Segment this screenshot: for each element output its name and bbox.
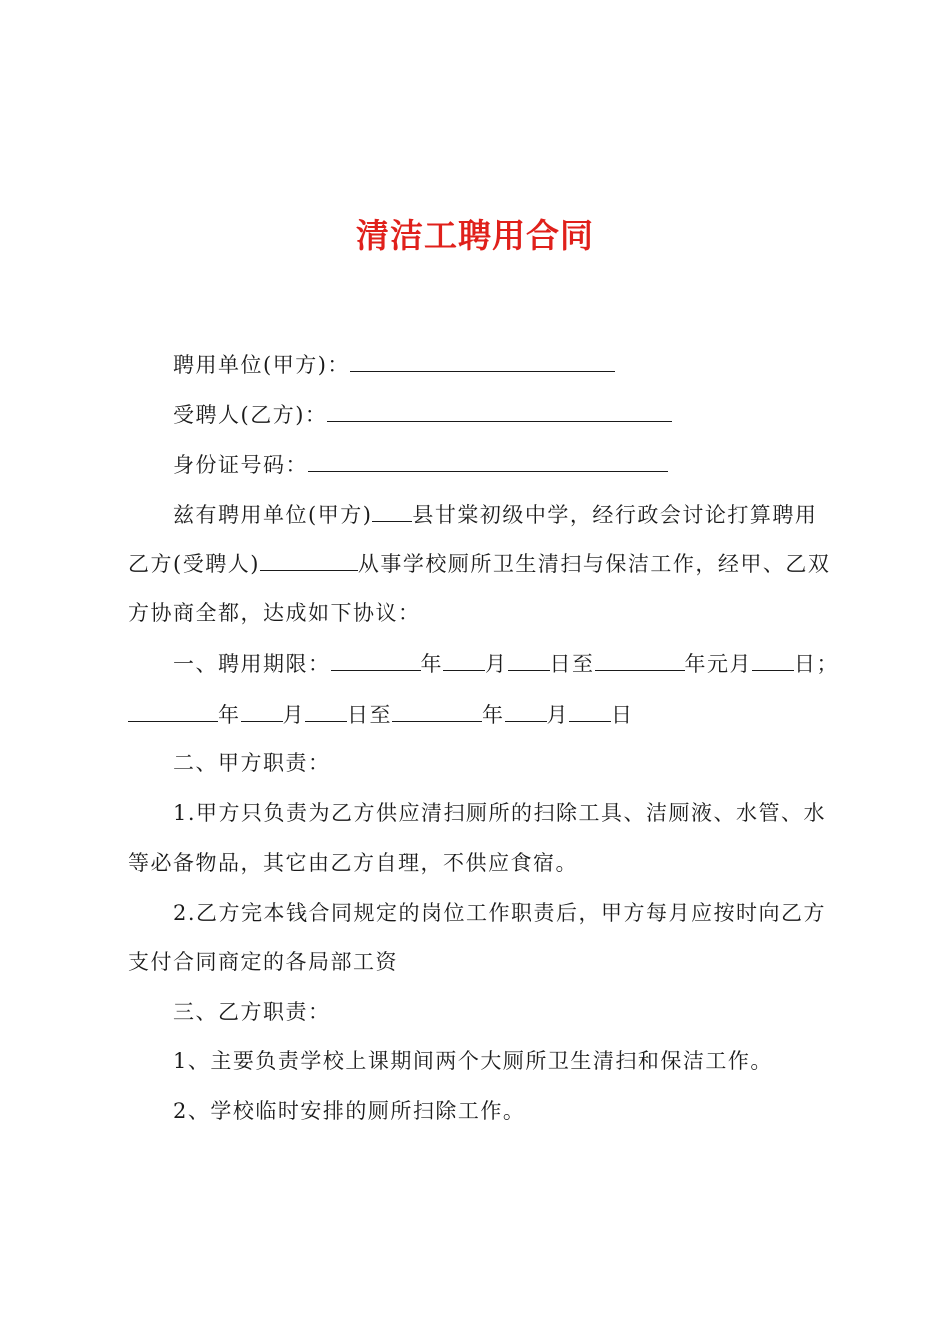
party-a-item-1-line-1: 1.甲方只负责为乙方供应清扫厕所的扫除工具、洁厕液、水管、水 [173, 801, 827, 825]
term-line-1 [128, 649, 877, 679]
intro-text: 兹有聘用单位(甲方) [173, 503, 373, 527]
party-b-heading: 三、乙方职责： [173, 1000, 331, 1024]
id-number-label: 身份证号码： [173, 453, 308, 477]
employee-blank [327, 401, 672, 422]
day-to-label: 日至 [549, 652, 595, 676]
party-a-heading: 二、甲方职责： [173, 751, 331, 775]
month-label: 月 [546, 703, 569, 727]
month-blank [505, 701, 547, 722]
day-blank [305, 701, 347, 722]
employer-blank [350, 351, 615, 372]
month-blank [241, 701, 283, 722]
year-blank [392, 701, 482, 722]
year-label: 年 [420, 652, 443, 676]
month-label: 月 [485, 652, 508, 676]
party-b-item-1: 1、主要负责学校上课期间两个大厕所卫生清扫和保洁工作。 [173, 1049, 773, 1073]
employer-label: 聘用单位(甲方)： [173, 353, 350, 377]
year-blank [128, 701, 218, 722]
day-label: 日； [794, 652, 839, 676]
year-label: 年 [218, 703, 241, 727]
id-number-blank [308, 451, 668, 472]
start-month-blank [443, 650, 485, 671]
party-b-item-2: 2、学校临时安排的厕所扫除工作。 [173, 1099, 526, 1123]
document-title: 清洁工聘用合同 [356, 216, 594, 255]
intro-text: 从事学校厕所卫生清扫与保洁工作，经甲、乙双 [357, 552, 831, 576]
day-label: 日 [611, 703, 634, 727]
id-number-field [128, 450, 877, 480]
school-county-blank [372, 501, 412, 522]
day-blank [569, 701, 611, 722]
year-label: 年 [482, 703, 505, 727]
intro-line-3: 方协商全都，达成如下协议： [128, 601, 421, 625]
employee-field [128, 400, 877, 430]
employer-field [128, 350, 877, 380]
day-to-label: 日至 [347, 703, 392, 727]
end-day-blank [752, 650, 794, 671]
start-year-blank [331, 650, 421, 671]
party-a-item-1-line-2: 等必备物品，其它由乙方自理，不供应食宿。 [128, 851, 578, 875]
intro-text: 乙方(受聘人) [128, 552, 260, 576]
year-jan-label: 年元月 [684, 652, 752, 676]
party-a-item-2-line-2: 支付合同商定的各局部工资 [128, 950, 398, 974]
employee-name-blank [260, 550, 358, 571]
intro-line-2 [128, 549, 832, 579]
intro-text: 县甘棠初级中学，经行政会讨论打算聘用 [412, 503, 818, 527]
start-day-blank [508, 650, 550, 671]
end-year-blank [595, 650, 685, 671]
term-line-2 [128, 700, 832, 730]
employee-label: 受聘人(乙方)： [173, 403, 328, 427]
intro-line-1 [128, 500, 877, 530]
party-a-item-2-line-1: 2.乙方完本钱合同规定的岗位工作职责后，甲方每月应按时向乙方 [173, 901, 827, 925]
term-label: 一、聘用期限： [173, 652, 331, 676]
month-label: 月 [282, 703, 305, 727]
